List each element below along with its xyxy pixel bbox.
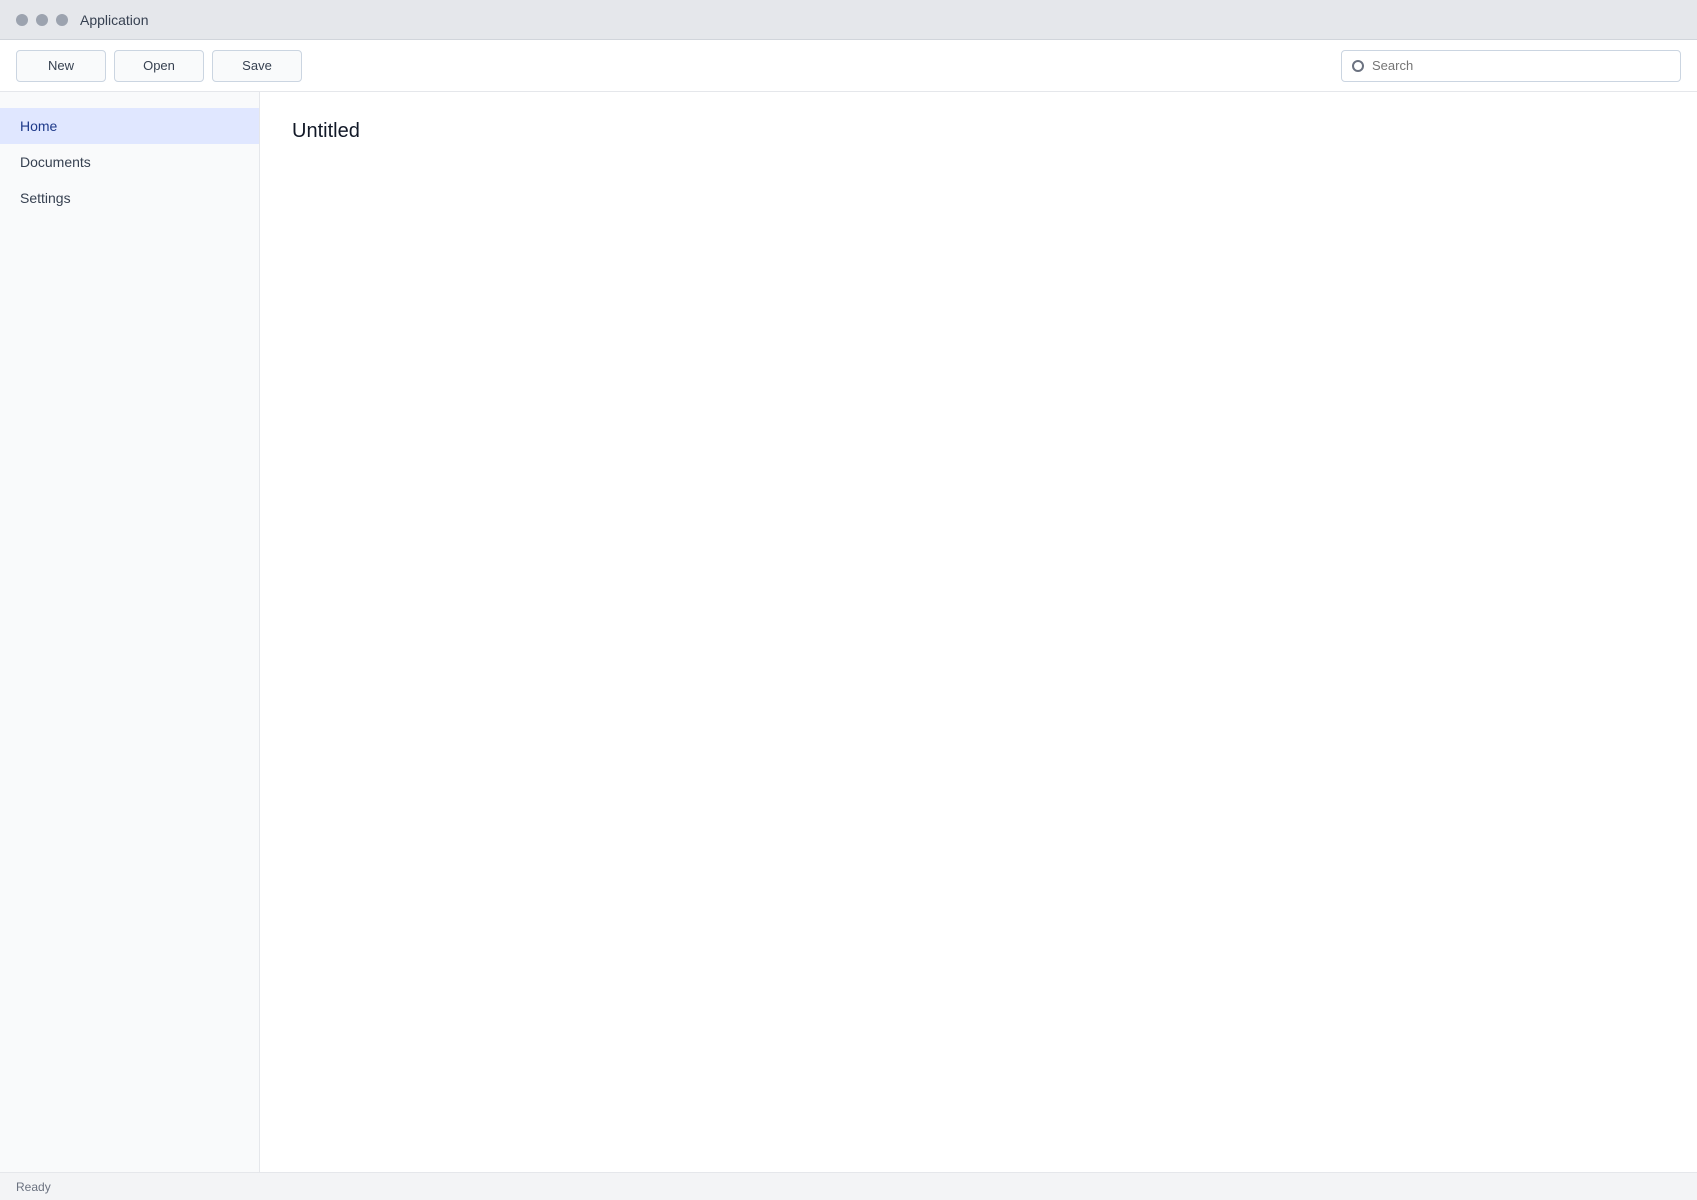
sidebar: [0, 92, 260, 1172]
toolbar: [0, 40, 1697, 92]
search-box: [1341, 50, 1681, 82]
status-text: Ready: [16, 1179, 51, 1194]
maximize-icon[interactable]: [56, 14, 68, 26]
status-bar: [0, 1172, 1697, 1200]
sidebar-item-documents[interactable]: Documents: [20, 154, 91, 170]
sidebar-item-home[interactable]: Home: [0, 108, 259, 144]
sidebar-item-settings[interactable]: Settings: [20, 190, 71, 206]
close-icon[interactable]: [16, 14, 28, 26]
page-title: Untitled: [292, 120, 360, 142]
new-button[interactable]: New: [16, 50, 106, 82]
main-panel: [260, 92, 1697, 1172]
open-button[interactable]: Open: [114, 50, 204, 82]
content-area: [0, 92, 1697, 1172]
search-input[interactable]: [1372, 58, 1670, 73]
save-button[interactable]: Save: [212, 50, 302, 82]
minimize-icon[interactable]: [36, 14, 48, 26]
window-title: Application: [80, 11, 149, 28]
search-icon: [1352, 60, 1364, 72]
title-bar: [0, 0, 1697, 40]
window-controls: [16, 14, 68, 26]
